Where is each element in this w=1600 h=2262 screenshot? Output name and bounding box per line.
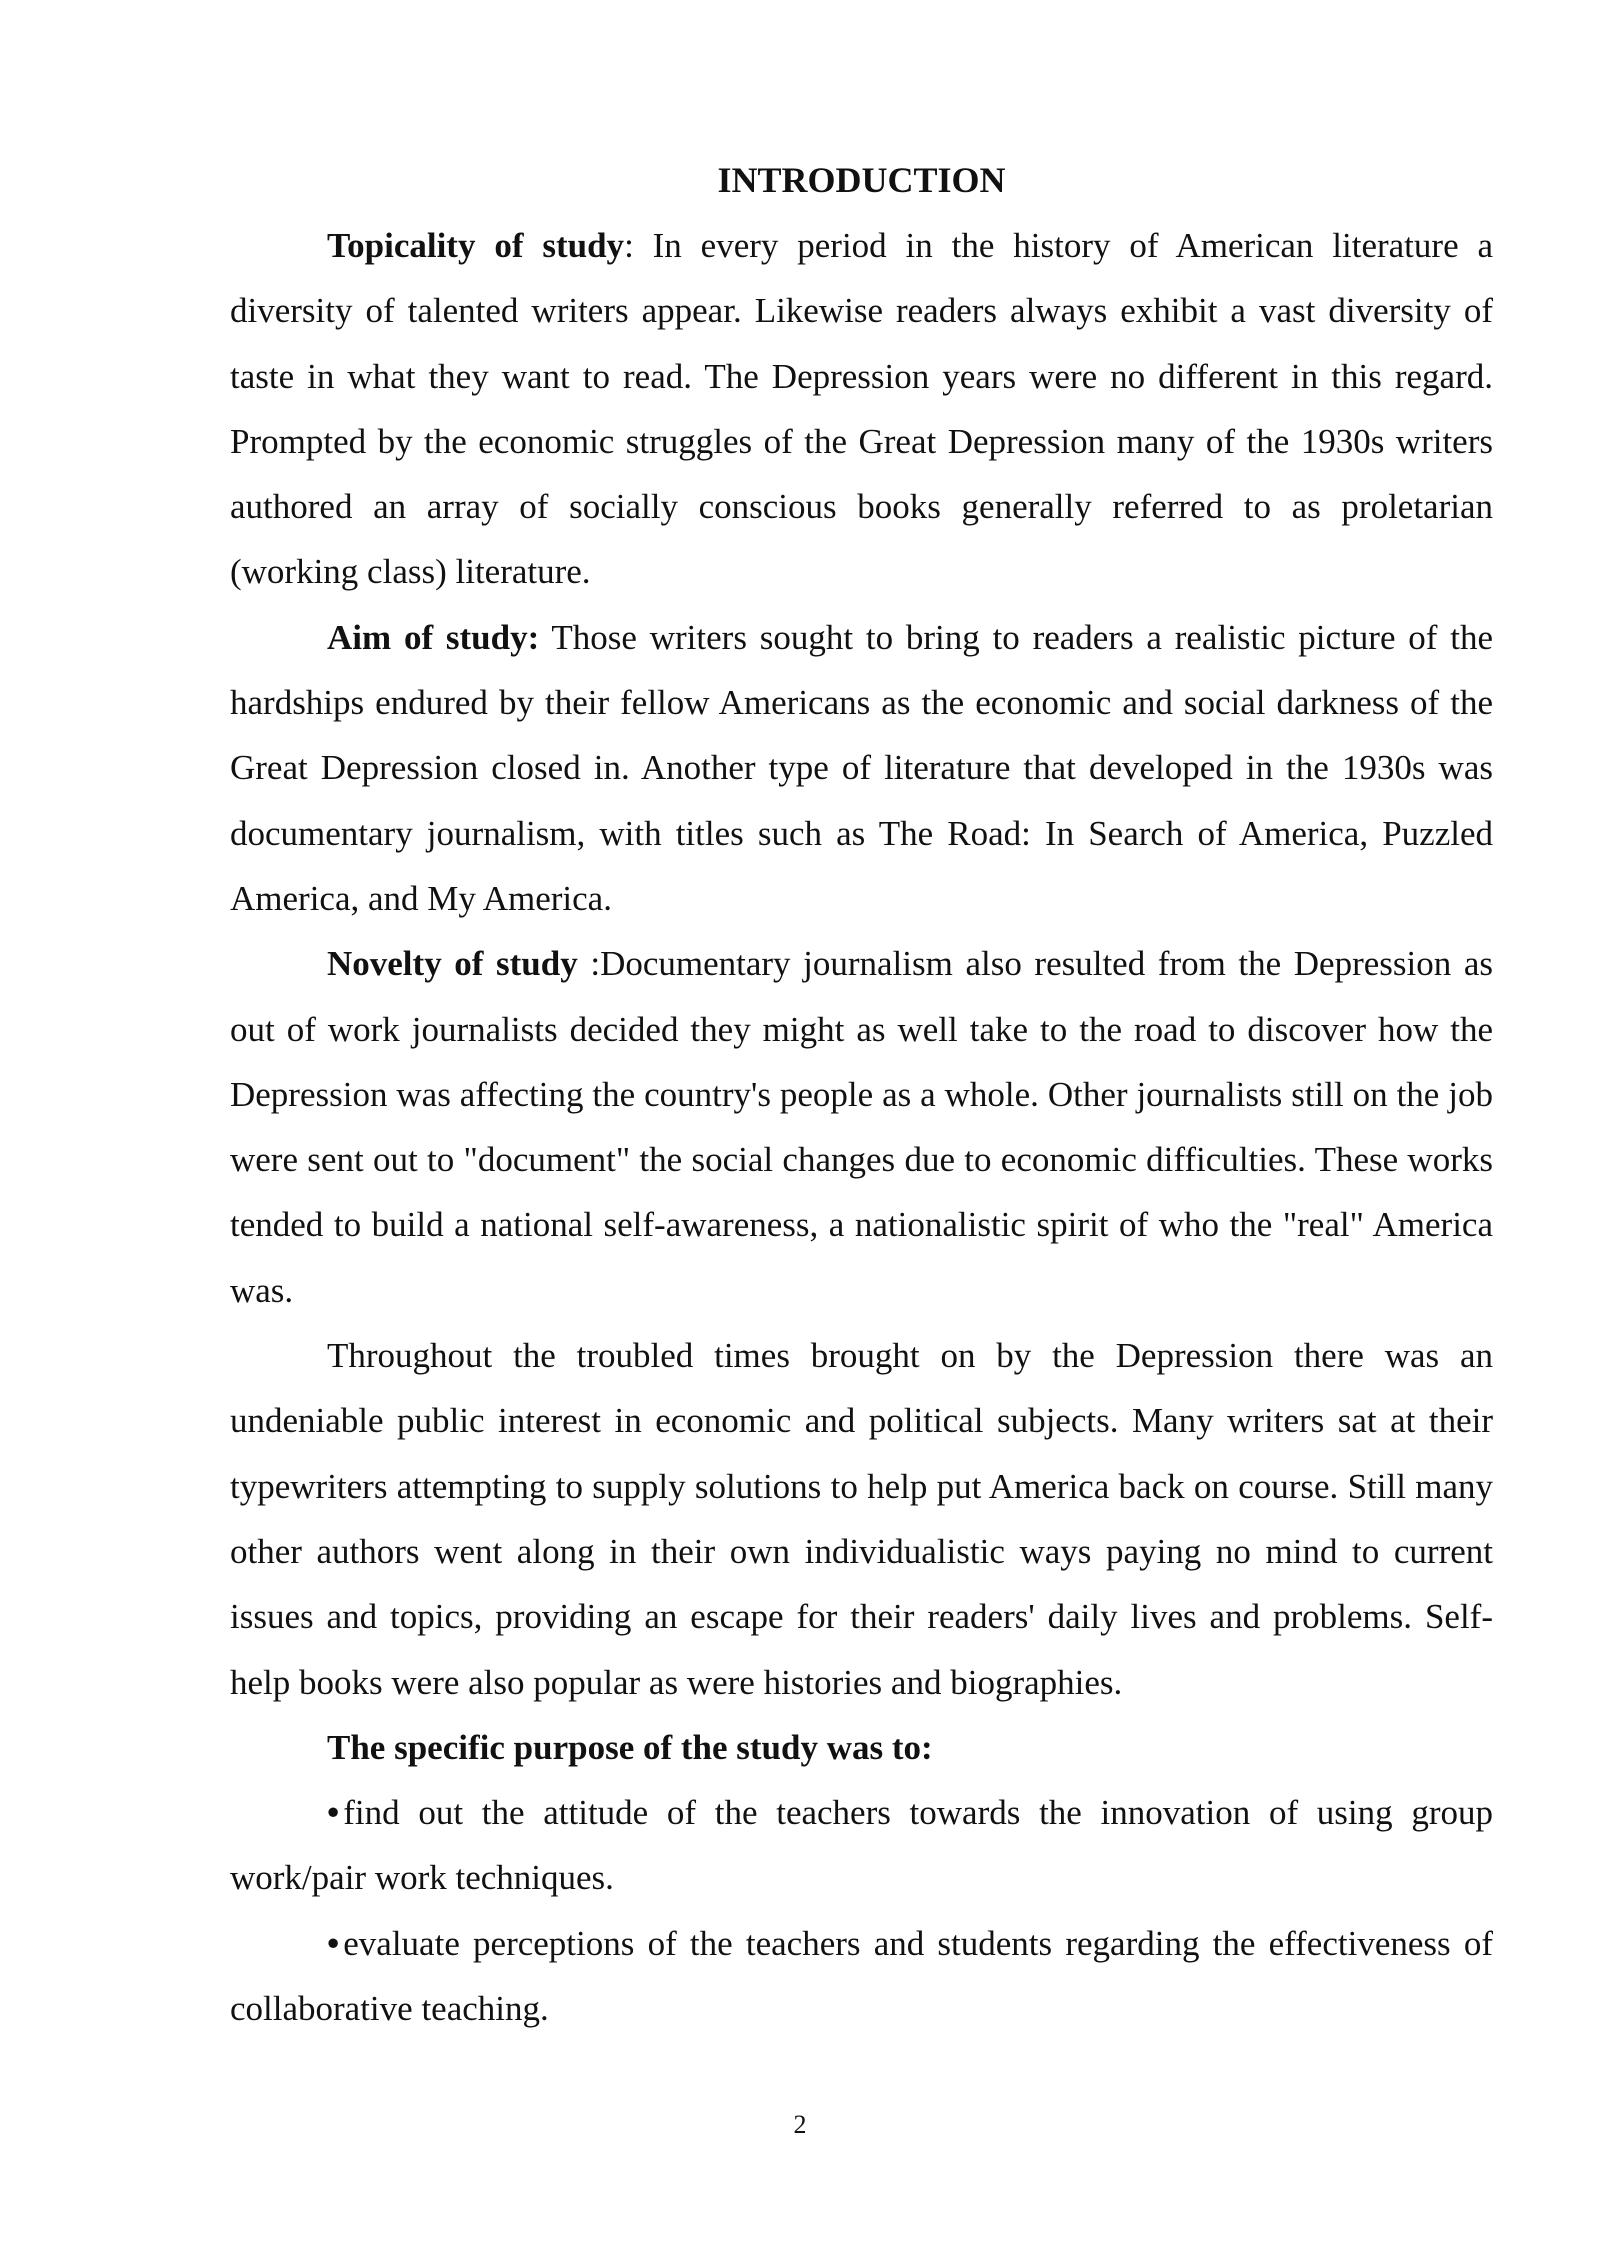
topicality-text: : In every period in the history of American literature a diversity of talented writers appear. Likewise readers always exhibit a vast diversity of taste in what they want to read. The Depression years were no different in this regard. Prompted by the economic struggles of the Great Depression many of the 1930s writers authored an array of socially conscious books generally referred to as proletarian (working class) literature. (230, 226, 1493, 592)
purpose-label: The specific purpose of the study was to: (327, 1727, 933, 1767)
paragraph-topicality (230, 213, 1493, 605)
novelty-label: Novelty of study (327, 944, 578, 984)
paragraph-novelty (230, 931, 1493, 1323)
throughout-text: Throughout the troubled times brought on by the Depression there was an undeniable public interest in economic and political subjects. Many writers sat at their typewriters attempting to supply solutions to help put America back on course. Still many other authors went along in their own individualistic ways paying no mind to current issues and topics, providing an escape for their readers' daily lives and problems. Self-help books were also popular as were histories and biographies. (230, 1336, 1493, 1702)
bullet-item-2 (230, 1911, 1493, 2042)
novelty-text: :Documentary journalism also resulted from the Depression as out of work journalists decided they might as well take to the road to discover how the Depression was affecting the country's people as a whole. Other journalists still on the job were sent out to "document" the social changes due to economic difficulties. These works tended to build a national self-awareness, a nationalistic spirit of who the "real" America was. (230, 944, 1493, 1310)
aim-text: Those writers sought to bring to readers a realistic picture of the hardships endured by their fellow Americans as the economic and social darkness of the Great Depression closed in. Another type of literature that developed in the 1930s was documentary journalism, with titles such as The Road: In Search of America, Puzzled America, and My America. (230, 617, 1493, 918)
bullet-text-1: find out the attitude of the teachers towards the innovation of using group work/pair work techniques. (230, 1793, 1493, 1898)
bullet-icon: • (327, 1923, 340, 1963)
aim-label: Aim of study: (327, 617, 540, 657)
topicality-label: Topicality of study (327, 226, 625, 265)
bullet-icon: • (327, 1793, 340, 1833)
page-number: 2 (793, 2110, 807, 2139)
page-title: INTRODUCTION (717, 160, 1006, 200)
bullet-text-2: evaluate perceptions of the teachers and students regarding the effectiveness of collaborative teaching. (230, 1923, 1493, 2029)
document-page (230, 148, 1493, 2041)
paragraph-throughout (230, 1323, 1493, 1715)
bullet-item-1 (230, 1780, 1493, 1911)
paragraph-aim (230, 605, 1493, 931)
paragraph-purpose (230, 1715, 1493, 1780)
